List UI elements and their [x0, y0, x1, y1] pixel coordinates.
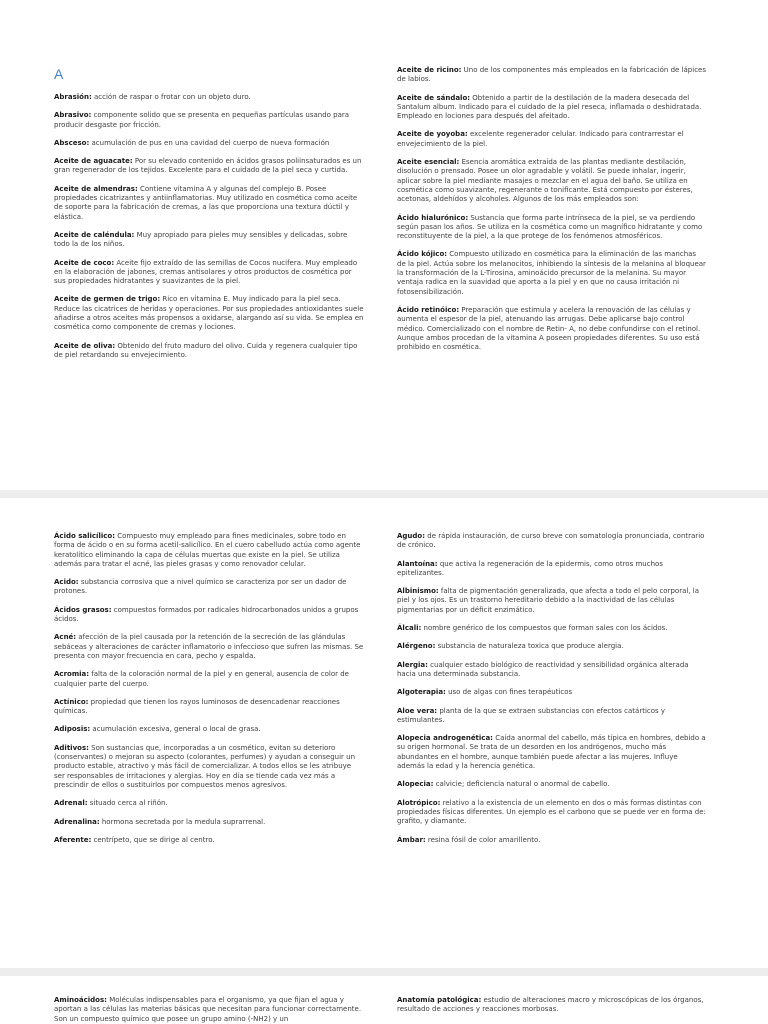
entry-term: Aceite de almendras:: [54, 184, 138, 193]
entry-definition: planta de la que se extraen substancias con efectos catárticos y estimulantes.: [397, 706, 666, 724]
entry-definition: excelente regenerador celular. Indicado para contrarrestar el envejecimiento de la piel.: [397, 130, 684, 148]
entry-list: [397, 996, 707, 1015]
entry-definition: Obtenido a partir de la destilación de la madera desecada del Santalum album. Indicado para el cuidado de la piel reseca, inflamada o deshidratada. Empleado en lociones para después del afeitado.: [397, 93, 702, 121]
glossary-entry: [397, 688, 707, 697]
glossary-entry: [397, 836, 707, 845]
entry-term: Adrenal:: [54, 799, 88, 808]
left-column: [54, 532, 364, 854]
glossary-entry: [54, 725, 364, 734]
glossary-entry: [54, 698, 364, 717]
entry-definition: acumulación de pus en una cavidad del cuerpo de nueva formación: [89, 138, 330, 147]
entry-term: Aceite esencial:: [397, 158, 460, 167]
glossary-entry: [397, 214, 707, 242]
entry-definition: Esencia aromática extraída de las plantas mediante destilación, disolución o prensado. Posee un olor agradable y volátil. Se puede inhalar, ingerir, aplicar sobre la piel mediante masajes o mezclar en el agua del baño. Se utiliza en cosmética como suavizante, regenerante o tonificante. Está compuesto por ésteres, acetonas, aldehídos y alcoholes. Algunos de los más empleados son:: [397, 158, 693, 204]
entry-term: Adiposis:: [54, 725, 91, 734]
entry-term: Aceite de ricino:: [397, 66, 462, 74]
entry-term: Aceite de aguacate:: [54, 157, 133, 166]
entry-term: Ácidos grasos:: [54, 605, 112, 614]
entry-definition: Moléculas indispensables para el organismo, ya que fijan el agua y aportan a las células las materias básicas que necesitan para funcionar correctamente. Son un compuesto químico que posee un grupo amino (-NH2) y un: [54, 996, 362, 1023]
glossary-entry: [397, 624, 707, 633]
entry-term: Absceso:: [54, 138, 90, 147]
entry-term: Alotrópico:: [397, 798, 441, 807]
glossary-entry: [54, 799, 364, 808]
glossary-entry: [54, 259, 364, 287]
entry-definition: Contiene vitamina A y algunas del complejo B. Posee propiedades cicatrizantes y antiinflamatorias. Muy utilizado en cosmética como aceite de soporte para la fabricación de cremas, a las que proporciona una textura dúctil y elástica.: [54, 184, 358, 221]
entry-term: Aceite de germen de trigo:: [54, 295, 161, 304]
entry-term: Aceite de sándalo:: [397, 93, 471, 102]
glossary-entry: [54, 744, 364, 790]
entry-term: Alopecia androgenética:: [397, 734, 493, 743]
entry-term: Aceite de caléndula:: [54, 230, 135, 239]
glossary-entry: [397, 560, 707, 579]
entry-definition: Caída anormal del cabello, más típica en hombres, debido a su origen hormonal. Se trata de un desorden en los andrógenos, mucho más abundantes en el hombre, aunque también puede afectar a las mujeres. Influye además la edad y la herencia genética.: [397, 734, 706, 771]
entry-term: Aceite de yoyoba:: [397, 130, 468, 139]
entry-term: Albinismo:: [397, 587, 439, 596]
entry-definition: componente solido que se presenta en pequeñas partículas usando para producir desgaste por fricción.: [54, 111, 350, 129]
glossary-entry: [397, 799, 707, 827]
glossary-entry: [397, 780, 707, 789]
entry-term: Ámbar:: [397, 835, 426, 844]
entry-definition: Rico en vitamina E. Muy indicado para la piel seca. Reduce las cicatrices de heridas y operaciones. Por sus propiedades antioxidantes suele añadirse a otros aceites más propensos a oxidarse, alargando así su vida. Se emplea en cosmética como componente de cremas y lociones.: [54, 295, 364, 332]
entry-definition: relativo a la existencia de un elemento en dos o más formas distintas con propiedades físicas diferentes. Un ejemplo es el carbono que se puede ver en forma de: grafito, y diamante.: [397, 798, 706, 826]
glossary-entry: [54, 996, 364, 1024]
entry-term: Abrasivo:: [54, 111, 92, 120]
glossary-entry: [397, 94, 707, 122]
entry-term: Álcali:: [397, 624, 422, 633]
entry-term: Abrasión:: [54, 93, 92, 101]
entry-term: Anatomía patológica:: [397, 996, 482, 1004]
glossary-entry: [54, 231, 364, 250]
entry-definition: situado cerca al riñón.: [87, 799, 168, 808]
entry-term: Acido:: [54, 578, 79, 587]
entry-definition: Compuesto utilizado en cosmética para la eliminación de las manchas de la piel. Actúa sobre los melanocitos, inhibiendo la síntesis de la melanina al bloquear la transformación de la L-Tirosina, aminoácido precursor de la melanina. Su mayor ventaja radica en la suavidad que aporta a la piel y en que no causa irritación ni fotosensibilización.: [397, 250, 706, 296]
glossary-entry: [397, 587, 707, 615]
glossary-entry: [54, 139, 364, 148]
glossary-entry: [397, 532, 707, 551]
entry-term: Acné:: [54, 633, 77, 642]
glossary-entry: [397, 250, 707, 296]
entry-definition: Sustancia que forma parte intrínseca de la piel, se va perdiendo según pasan los años. Se utiliza en la cosmética como un magnífico hidratante y como reconstituyente de la piel, a la que protege de los fenómenos atmosféricos.: [397, 213, 703, 241]
entry-definition: acción de raspar o frotar con un objeto duro.: [91, 93, 251, 101]
entry-definition: uso de algas con fines terapéuticos: [445, 688, 573, 697]
glossary-entry: [397, 130, 707, 149]
glossary-entry: [54, 578, 364, 597]
entry-list: [54, 532, 364, 845]
entry-term: Agudo:: [397, 532, 426, 540]
glossary-entry: [54, 532, 364, 569]
entry-term: Aminoácidos:: [54, 996, 107, 1004]
glossary-entry: [54, 818, 364, 827]
section-letter-heading: A: [54, 66, 64, 82]
right-column: [397, 66, 707, 361]
entry-term: Alopecia:: [397, 780, 434, 789]
entry-term: Adrenalina:: [54, 817, 100, 826]
entry-term: Aferente:: [54, 835, 92, 844]
glossary-entry: [397, 306, 707, 352]
entry-term: Alergia:: [397, 660, 428, 669]
entry-definition: propiedad que tienen los rayos luminosos de desencadenar reacciones químicas.: [54, 697, 340, 716]
entry-definition: falta de la coloración normal de la piel y en general, ausencia de color de cualquier parte del cuerpo.: [54, 670, 349, 688]
glossary-entry: [54, 633, 364, 661]
glossary-entry: [54, 111, 364, 130]
left-column: [54, 996, 364, 1024]
entry-term: Ácido hialurónico:: [397, 213, 469, 222]
entry-definition: Obtenido del fruto maduro del olivo. Cuida y regenera cualquier tipo de piel retardando su envejecimiento.: [54, 341, 358, 359]
entry-term: Ácido retinóico:: [397, 305, 460, 314]
glossary-entry: [397, 642, 707, 651]
document-page-1: [0, 0, 768, 490]
glossary-entry: [54, 157, 364, 176]
entry-list: [54, 93, 364, 360]
right-column: [397, 996, 707, 1024]
entry-definition: Muy apropiado para pieles muy sensibles y delicadas, sobre todo la de los niños.: [54, 230, 348, 249]
document-page-3: [0, 976, 768, 1024]
entry-list: [54, 996, 364, 1024]
glossary-entry: [54, 670, 364, 689]
document-page-2: [0, 498, 768, 968]
entry-term: Ácido salicílico:: [54, 532, 116, 540]
glossary-entry: [54, 295, 364, 332]
entry-definition: acumulación excesiva, general o local de grasa.: [90, 725, 261, 734]
entry-term: Aceite de oliva:: [54, 341, 116, 350]
entry-term: Actínico:: [54, 697, 89, 706]
entry-term: Aloe vera:: [397, 706, 438, 715]
entry-term: Algoterapia:: [397, 688, 446, 697]
entry-definition: estudio de alteraciones macro y microscópicas de los órganos, resultado de acciones y reacciones morbosas.: [397, 996, 704, 1014]
entry-definition: Compuesto muy empleado para fines medicinales, sobre todo en forma de ácido o en su forma acetil-salicílico. En el cuero cabelludo actúa como agente keratolítico eliminando la capa de células muertas que existe en la piel. Se utiliza además para tratar el acné, las pieles grasas y como renovador celular.: [54, 532, 361, 568]
entry-term: Ácido kójico:: [397, 250, 448, 259]
glossary-entry: [54, 606, 364, 625]
entry-list: [397, 532, 707, 845]
entry-definition: cualquier estado biológico de reactividad y sensibilidad orgánica alterada hacia una determinada substancia.: [397, 660, 689, 678]
glossary-entry: [397, 158, 707, 204]
entry-definition: hormona secretada por la medula suprarrenal.: [99, 817, 266, 826]
glossary-entry: [397, 996, 707, 1015]
entry-definition: nombre genérico de los compuestos que forman sales con los ácidos.: [421, 624, 668, 633]
entry-definition: substancia de naturaleza toxica que produce alergia.: [435, 642, 624, 651]
entry-definition: que activa la regeneración de la epidermis, como otros muchos epitelizantes.: [397, 559, 663, 577]
entry-term: Aditivos:: [54, 743, 89, 752]
entry-term: Alantoína:: [397, 559, 438, 568]
entry-definition: centrípeto, que se dirige al centro.: [91, 835, 215, 844]
entry-definition: resina fósil de color amarillento.: [425, 835, 541, 844]
entry-term: Aceite de coco:: [54, 258, 115, 267]
glossary-entry: [397, 66, 707, 85]
entry-definition: Preparación que estimula y acelera la renovación de las células y aumenta el espesor de la piel, atenuando las arrugas. Debe aplicarse bajo control médico. Comercializado con el nombre de Retin- A, no debe confundirse con el retinol. Aunque ambos procedan de la vitamina A poseen propiedades diferentes. Su uso está prohibido en cosmética.: [397, 305, 701, 352]
entry-definition: de rápida instauración, de curso breve con somatología pronunciada, contrario de crónico.: [397, 532, 705, 550]
glossary-entry: [54, 93, 364, 102]
entry-definition: afección de la piel causada por la retención de la secreción de las glándulas sebáceas y alteraciones de carácter inflamatorio o infeccioso que sufren las mismas. Se presenta con mayor frecuencia en cara, pecho y espalda.: [54, 633, 364, 660]
glossary-entry: [397, 734, 707, 771]
right-column: [397, 532, 707, 854]
glossary-entry: [397, 661, 707, 680]
entry-term: Alérgeno:: [397, 642, 436, 651]
entry-definition: substancia corrosiva que a nivel químico se caracteriza por ser un dador de protones.: [54, 578, 347, 596]
entry-definition: Aceite fijo extraído de las semillas de Cocos nucifera. Muy empleado en la elaboración de jabones, cremas antisolares y otros productos de cosmética por sus propiedades hidratantes y suavizantes de la piel.: [54, 258, 358, 286]
entry-definition: calvicie; deficiencia natural o anormal de cabello.: [433, 780, 610, 789]
entry-definition: Por su elevado contenido en ácidos grasos poliinsaturados es un gran regenerador de los tejidos. Excelente para el cuidado de la piel seca y curtida.: [54, 157, 362, 175]
glossary-entry: [54, 185, 364, 222]
left-column: [54, 66, 364, 369]
glossary-entry: [397, 707, 707, 726]
entry-list: [397, 66, 707, 352]
entry-definition: compuestos formados por radicales hidrocarbonados unidos a grupos ácidos.: [54, 605, 359, 624]
entry-definition: Son sustancias que, incorporadas a un cosmético, evitan su deterioro (conservantes) o mejoran su aspecto (colorantes, perfumes) y ayudan a conseguir un producto estable, atractivo y más fácil de comercializar. A todos ellos se les atribuye ser responsables de irritaciones y alergias. Hoy en día se tiende cada vez más a prescindir de ellos o sustituirlos por compuestos menos agresivos.: [54, 743, 356, 789]
glossary-entry: [54, 342, 364, 361]
entry-definition: falta de pigmentación generalizada, que afecta a todo el pelo corporal, la piel y los ojos. Es un trastorno hereditario debido a la inactividad de las células pigmentarias por un déficit enzimático.: [397, 587, 699, 614]
entry-definition: Uno de los componentes más empleados en la fabricación de lápices de labios.: [397, 66, 706, 84]
glossary-entry: [54, 836, 364, 845]
entry-term: Acromia:: [54, 670, 90, 679]
